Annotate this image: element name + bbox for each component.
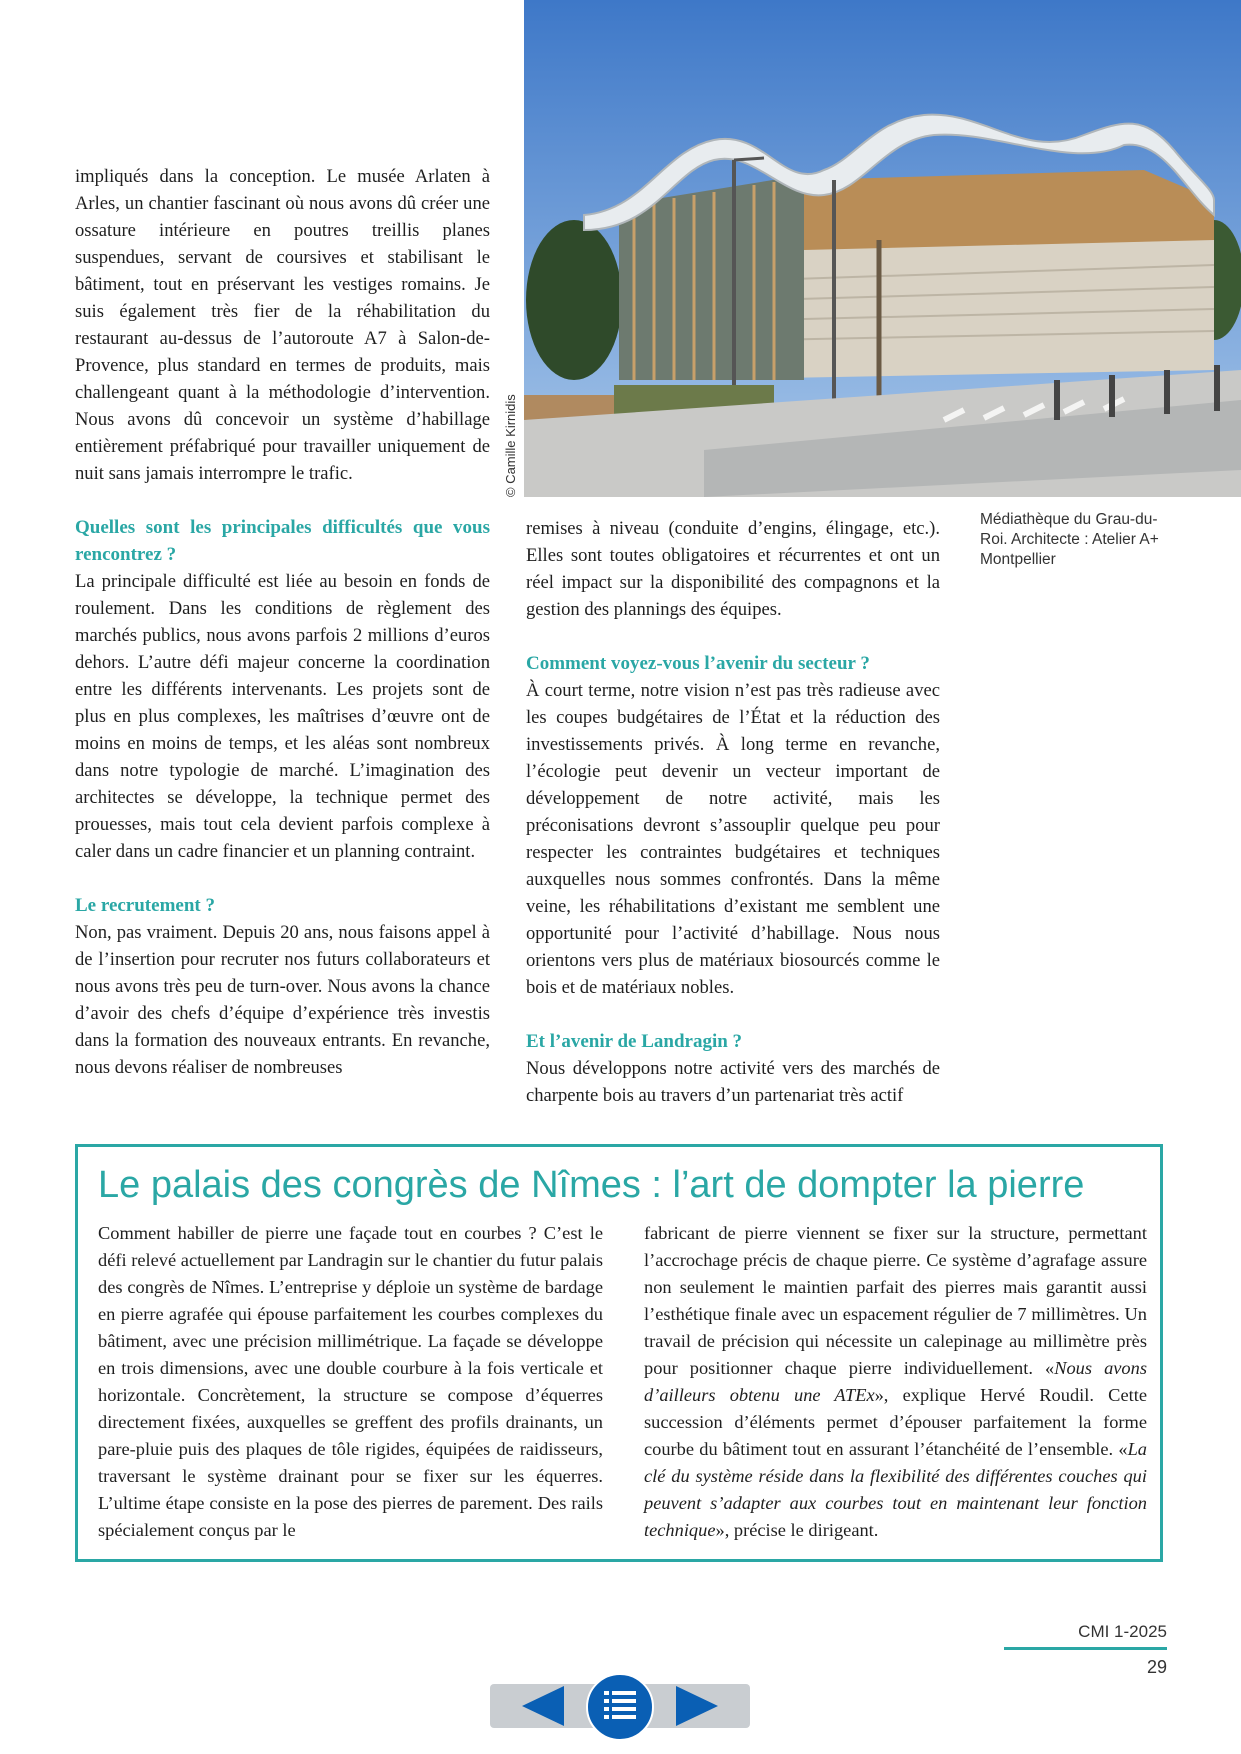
issue-label: CMI 1-2025 — [1078, 1622, 1167, 1641]
question-heading: Et l’avenir de Landragin ? — [526, 1031, 743, 1052]
photo-caption: Médiathèque du Grau-du-Roi. Architecte : Atelier A+ Montpellier — [980, 511, 1159, 568]
question-heading: Quelles sont les principales difficultés que vous rencontrez ? — [75, 517, 490, 565]
question-heading: Le recrutement ? — [75, 895, 215, 916]
paragraph: impliqués dans la conception. Le musée Arlaten à Arles, un chantier fascinant où nous avons dû créer une ossature intérieure en poutres treillis planes suspendues, servant de coursives et stabilisant le bâtiment, tout en préservant les vestiges romains. Je suis également très fier de la réhabilitation du restaurant au-dessus de l’autoroute A7 à Salon-de-Provence, plus standard en termes de produits, mais challengeant quant à la méthodologie d’intervention. Nous avons dû concevoir un système d’habillage entièrement préfabriqué pour travailler uniquement de nuit sans jamais interrompre le trafic. — [75, 166, 490, 484]
page-navigation — [490, 1672, 750, 1742]
paragraph: À court terme, notre vision n’est pas très radieuse avec les coupes budgétaires de l’État et la réduction des investissements privés. À long terme en revanche, l’écologie peut devenir un vecteur important de développement de notre activité, mais les préconisations devront s’assouplir quelque peu pour respecter les contraintes budgétaires et techniques auxquelles nous sommes confrontés. Dans la même veine, les réhabilitations d’existant me semblent une opportunité pour l’activité d’habillage. Nous nous orientons vers plus de matériaux biosourcés comme le bois et de matériaux nobles. — [526, 680, 940, 998]
article-column-2 — [526, 515, 940, 1109]
paragraph: Nous développons notre activité vers des marchés de charpente bois au travers d’un partenariat très actif — [526, 1058, 940, 1106]
paragraph — [644, 1220, 1147, 1544]
page-number: 29 — [1146, 1657, 1167, 1677]
quote: La clé du système réside dans la flexibilité des différentes couches qui peuvent s’adapter aux courbes tout en maintenant leur fonction technique — [644, 1439, 1147, 1540]
list-menu-icon — [585, 1672, 655, 1742]
box-column-2 — [644, 1220, 1147, 1544]
paragraph: remises à niveau (conduite d’engins, élingage, etc.). Elles sont toutes obligatoires et récurrentes et ont un réel impact sur la disponibilité des compagnons et la gestion des plannings des équipes. — [526, 518, 940, 620]
contents-menu-button[interactable] — [585, 1672, 655, 1742]
photo-credit: © Camille Kirnidis — [503, 394, 518, 497]
arrow-right-icon — [674, 1684, 720, 1728]
article-column-1 — [75, 163, 490, 1081]
text-span: », explique Hervé Roudil. Cette succession d’éléments permet d’épouser parfaitement la forme courbe du bâtiment tout en assurant l’étanchéité de l’ensemble. « — [644, 1385, 1147, 1459]
previous-page-button[interactable] — [520, 1684, 566, 1728]
text-span: fabricant de pierre viennent se fixer sur la structure, permettant l’accrochage précis de chaque pierre. Ce système d’agrafage assure non seulement le maintien parfait des pierres mais garantit aussi l’esthétique finale avec un espacement régulier de 7 millimètres. Un travail de précision qui nécessite un calepinage au millimètre près pour positionner chaque pierre individuellement. « — [644, 1223, 1147, 1378]
box-column-1 — [98, 1220, 603, 1544]
question-heading: Comment voyez-vous l’avenir du secteur ? — [526, 653, 870, 674]
paragraph: Non, pas vraiment. Depuis 20 ans, nous faisons appel à de l’insertion pour recruter nos futurs collaborateurs et nous avons très peu de turn-over. Nous avons la chance d’avoir des chefs d’équipe d’expérience très investis dans la formation des nouveaux entrants. En revanche, nous devons réaliser de nombreuses — [75, 922, 490, 1078]
next-page-button[interactable] — [674, 1684, 720, 1728]
arrow-left-icon — [520, 1684, 566, 1728]
text-span: », précise le dirigeant. — [715, 1520, 879, 1540]
box-title: Le palais des congrès de Nîmes : l’art de dompter la pierre — [98, 1164, 1085, 1206]
footer-divider — [1004, 1647, 1167, 1650]
quote: Nous avons d’ailleurs obtenu une ATEx — [644, 1358, 1147, 1405]
paragraph: Comment habiller de pierre une façade tout en courbes ? C’est le défi relevé actuellement par Landragin sur le chantier du futur palais des congrès de Nîmes. L’entreprise y déploie un système de bardage en pierre agrafée qui épouse parfaitement les courbes complexes du bâtiment, avec une précision millimétrique. La façade se développe en trois dimensions, avec une double courbure à la fois verticale et horizontale. Concrètement, la structure se compose d’équerres directement fixées, auxquelles se greffent des profils drainants, un pare-pluie puis des plaques de tôle rigides, équipées de raidisseurs, traversant le système drainant pour se fixer sur les équerres. L’ultime étape consiste en la pose des pierres de parement. Des rails spécialement conçus par le — [98, 1223, 603, 1540]
paragraph: La principale difficulté est liée au besoin en fonds de roulement. Dans les conditions de règlement des marchés publics, nous avons parfois 2 millions d’euros dehors. L’autre défi majeur concerne la coordination entre les différents intervenants. Les projets sont de plus en plus complexes, les maîtrises d’œuvre ont de moins en moins de temps, et les aléas sont nombreux dans notre typologie de marché. L’imagination des architectes se développe, la technique permet des prouesses, mais tout cela devient parfois complexe à caler dans un cadre financier et un planning contraint. — [75, 571, 490, 862]
sidebar-box — [75, 1144, 1163, 1562]
building-photo — [524, 0, 1241, 497]
